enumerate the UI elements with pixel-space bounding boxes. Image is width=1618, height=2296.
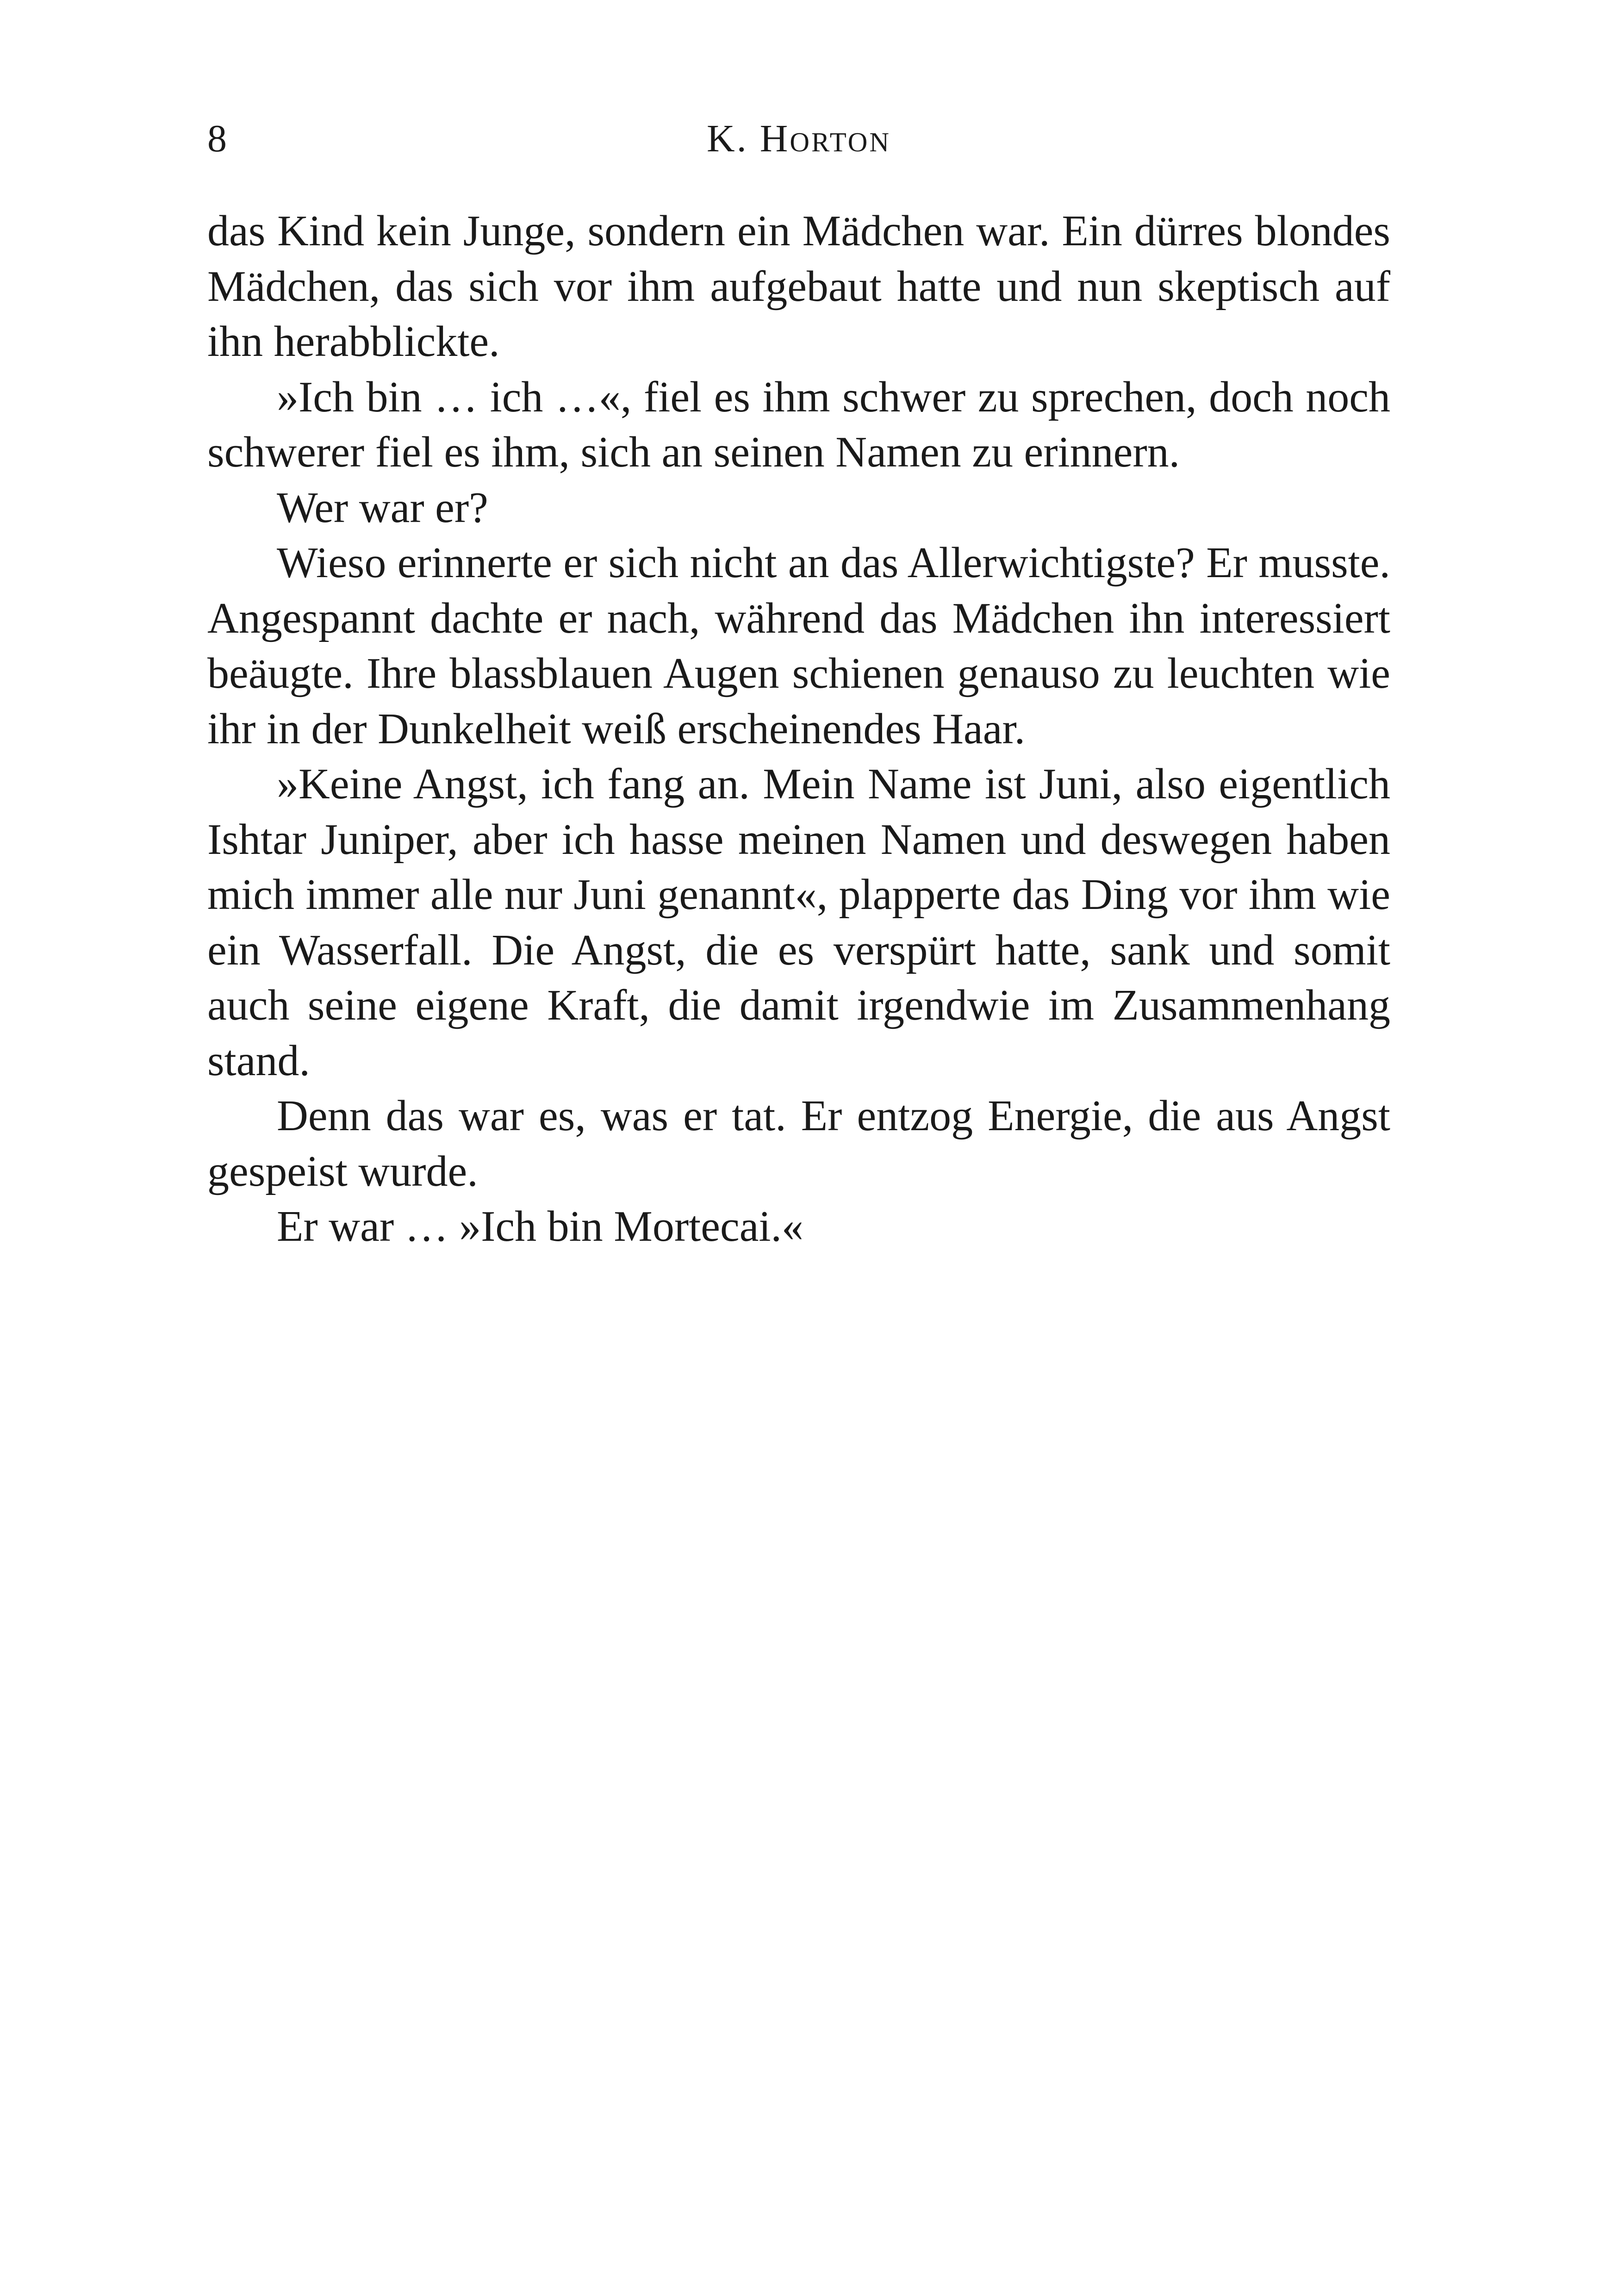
page-header [207, 111, 1390, 167]
paragraph: »Keine Angst, ich fang an. Mein Name ist Juni, also eigentlich Ishtar Juniper, aber ich hasse meinen Namen und deswegen haben mich immer alle nur Juni genannt«, plapperte das Ding vor ihm wie ein Wasserfall. Die Angst, die es verspürt hatte, sank und somit auch seine eigene Kraft, die damit irgendwie im Zusammenhang stand. [207, 760, 1390, 1085]
body-text [207, 204, 1390, 1255]
paragraph: Denn das war es, was er tat. Er entzog Energie, die aus Angst gespeist wurde. [207, 1092, 1390, 1195]
paragraph: Wieso erinnerte er sich nicht an das Allerwichtigste? Er musste. Angespannt dachte er nach, während das Mädchen ihn interessiert beäugte. Ihre blassblauen Augen schienen genauso zu leuchten wie ihr in der Dunkelheit weiß erscheinendes Haar. [207, 539, 1390, 753]
paragraph: »Ich bin … ich …«, fiel es ihm schwer zu sprechen, doch noch schwerer fiel es ihm, sich an seinen Namen zu erinnern. [207, 373, 1390, 476]
paragraph: das Kind kein Junge, sondern ein Mädchen war. Ein dürres blondes Mädchen, das sich vor ihm aufgebaut hatte und nun skeptisch auf ihn herabblickte. [207, 207, 1390, 366]
paragraph: Wer war er? [277, 483, 488, 532]
running-head: K. Horton [707, 117, 891, 160]
page-number: 8 [207, 117, 227, 160]
paragraph: Er war … »Ich bin Mortecai.« [277, 1202, 804, 1251]
